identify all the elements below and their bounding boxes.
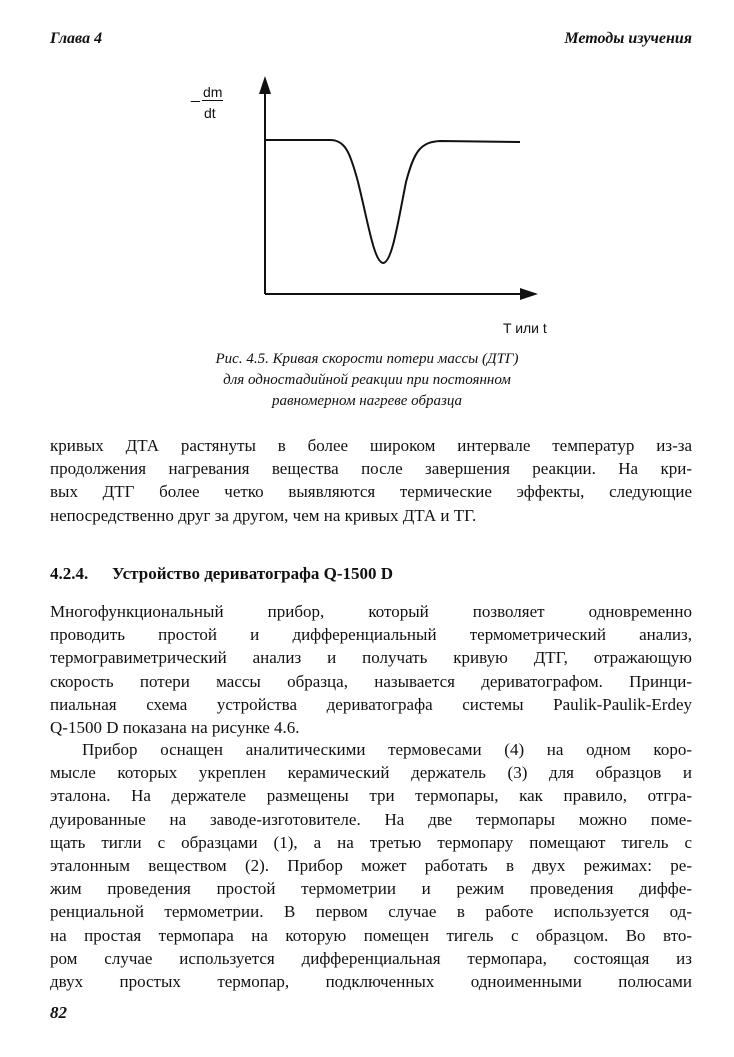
caption-line: для одностадийной реакции при постоянном xyxy=(223,372,511,388)
section-title-header: Методы изучения xyxy=(564,30,692,47)
text-line: дуированные на заводе-изготовителе. На две термопары можно поме- xyxy=(50,809,692,829)
page-number: 82 xyxy=(50,1003,67,1022)
x-axis-arrow-icon xyxy=(520,288,538,300)
paragraph-device-description xyxy=(50,738,692,993)
y-axis-arrow-icon xyxy=(259,76,271,94)
text-line: эталона. На держателе размещены три термопары, как правило, отгра- xyxy=(50,786,692,806)
text-line: скорость потери массы образца, называется дериватографом. Принци- xyxy=(50,671,692,691)
running-header xyxy=(50,30,692,52)
text-line: щать тигли с образцами (1), а на третью термопару помещают тигель с xyxy=(50,832,692,852)
section-heading xyxy=(50,564,393,584)
section-number: 4.2.4. xyxy=(50,564,89,583)
text-line: проводить простой и дифференциальный термометрический анализ, xyxy=(50,625,692,645)
text-line: вых ДТГ более четко выявляются термические эффекты, следующие xyxy=(50,482,692,502)
text-line: продолжения нагревания вещества после завершения реакции. На кри- xyxy=(50,459,692,479)
text-line: ром случае используется дифференциальная термопара, состоящая из xyxy=(50,948,692,968)
text-line: эталонным веществом (2). Прибор может работать в двух режимах: ре- xyxy=(50,856,692,876)
text-line: ренциальной термометрии. В первом случае в работе используется од- xyxy=(50,902,692,922)
text-line: Q-1500 D показана на рисунке 4.6. xyxy=(50,718,300,738)
text-line: Многофункциональный прибор, который позволяет одновременно xyxy=(50,602,692,621)
y-axis-label-numerator: dm xyxy=(203,84,223,100)
text-line: на простая термопара на которую помещен тигель с образцом. Во вто- xyxy=(50,925,692,945)
paragraph-derivatograph-intro xyxy=(50,600,692,739)
dtg-figure xyxy=(180,72,560,344)
text-line: термогравиметрический анализ и получать кривую ДТГ, отражающую xyxy=(50,648,692,668)
figure-caption xyxy=(150,349,584,412)
text-line: мысле которых укреплен керамический держатель (3) для образцов и xyxy=(50,763,692,783)
text-line: Прибор оснащен аналитическими термовесами (4) на одном коро- xyxy=(82,740,692,759)
chapter-label: Глава 4 xyxy=(50,30,103,47)
dtg-curve-graphic xyxy=(180,72,560,344)
paragraph-dta-comparison xyxy=(50,434,692,527)
y-axis-label-denominator: dt xyxy=(204,105,216,121)
text-line: пиальная схема устройства дериватографа системы Paulik-Paulik-Erdey xyxy=(50,694,692,714)
text-line: жим проведения простой термометрии и режим проведения диффе- xyxy=(50,879,692,899)
text-line: кривых ДТА растянуты в более широком интервале температур из-за xyxy=(50,436,692,455)
text-line: двух простых термопар, подключенных одноименными полюсами xyxy=(50,972,692,992)
section-title: Устройство дериватографа Q-1500 D xyxy=(112,564,394,583)
x-axis-label: T или t xyxy=(503,320,547,336)
y-axis-label-minus: _ xyxy=(191,86,200,103)
caption-line: Рис. 4.5. Кривая скорости потери массы (ДТГ) xyxy=(215,351,519,367)
text-line: непосредственно друг за другом, чем на кривых ДТА и ТГ. xyxy=(50,505,477,525)
dtg-curve xyxy=(265,140,520,263)
caption-line: равномерном нагреве образца xyxy=(271,393,463,409)
